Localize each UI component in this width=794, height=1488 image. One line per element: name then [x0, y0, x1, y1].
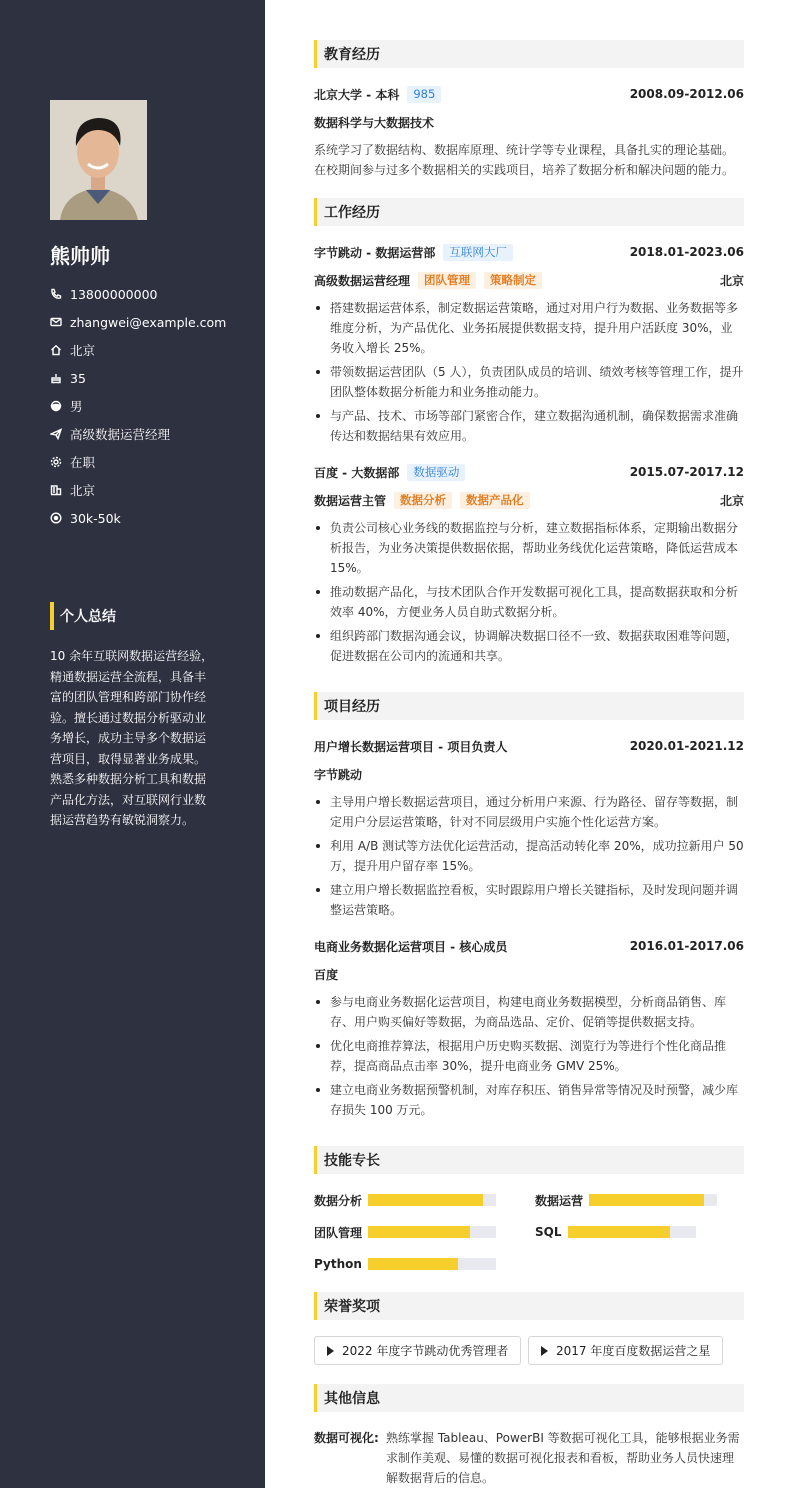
send-icon	[50, 428, 62, 440]
skill-item	[535, 1190, 717, 1210]
home-icon	[50, 344, 62, 356]
work-company-tag: 数据驱动	[407, 464, 465, 481]
info-age	[50, 364, 226, 392]
work-section-title: 工作经历	[314, 198, 744, 226]
skill-bar	[368, 1258, 496, 1270]
skill-name: 数据分析	[314, 1193, 363, 1208]
work-bullets	[314, 518, 744, 670]
skill-bar-fill	[568, 1226, 670, 1238]
money-icon	[50, 512, 62, 524]
education-date: 2008.09-2012.06	[629, 87, 744, 101]
list-item: 利用 A/B 测试等方法优化运营活动，提高活动转化率 20%，成功拉新用户 50 万，提升用户留存率 15%。	[314, 836, 744, 876]
info-status	[50, 448, 226, 476]
skills-section-title: 技能专长	[314, 1146, 744, 1174]
skill-bar	[589, 1194, 717, 1206]
work-item-header	[314, 462, 744, 482]
skill-bar	[368, 1194, 496, 1206]
list-item: 推动数据产品化，与技术团队合作开发数据可视化工具，提高数据获取和分析效率 40%，方便业务人员自助式数据分析。	[314, 582, 744, 622]
skill-item	[314, 1222, 496, 1242]
sidebar	[0, 0, 265, 1488]
other-key: 数据可视化:	[314, 1431, 379, 1445]
work-role-tag: 数据产品化	[460, 492, 530, 509]
project-bullets	[314, 792, 744, 924]
info-work-city	[50, 476, 226, 504]
skill-item	[314, 1190, 496, 1210]
project-company-row	[314, 764, 744, 784]
info-position	[50, 420, 226, 448]
summary-text: 10 余年互联网数据运营经验，精通数据运营全流程，具备丰富的团队管理和跨部门协作经验。擅长通过数据分析驱动业务增长，成功主导多个数据运营项目，取得显著业务成果。熟悉多种数据分析工具和数据产品化方法，对互联网行业数据运营趋势有敏锐洞察力。	[50, 649, 214, 827]
award-text: 2017 年度百度数据运营之星	[556, 1344, 711, 1358]
skill-bar	[368, 1226, 496, 1238]
project-header	[314, 936, 744, 956]
skill-bar	[568, 1226, 696, 1238]
skill-bar-fill	[368, 1226, 470, 1238]
work-date: 2018.01-2023.06	[629, 245, 744, 259]
info-salary	[50, 504, 226, 532]
list-item: 组织跨部门数据沟通会议，协调解决数据口径不一致、数据获取困难等问题，促进数据在公司内的流通和共享。	[314, 626, 744, 666]
mail-icon	[50, 316, 62, 328]
work-role-tag: 团队管理	[418, 272, 476, 289]
education-major: 数据科学与大数据技术	[314, 115, 435, 130]
info-email-text: zhangwei@example.com	[70, 314, 227, 330]
project-name: 电商业务数据化运营项目 - 核心成员	[314, 939, 508, 954]
info-location	[50, 336, 226, 364]
education-header	[314, 84, 744, 104]
projects-section-title: 项目经历	[314, 692, 744, 720]
project-header	[314, 736, 744, 756]
list-item: 带领数据运营团队（5 人），负责团队成员的培训、绩效考核等管理工作，提升团队整体数据分析能力和业务推动能力。	[314, 362, 744, 402]
award-text: 2022 年度字节跳动优秀管理者	[342, 1344, 509, 1358]
skill-name: Python	[314, 1257, 362, 1271]
play-icon	[327, 1346, 334, 1356]
skill-bar-fill	[589, 1194, 704, 1206]
work-role-tag: 数据分析	[394, 492, 452, 509]
list-item: 负责公司核心业务线的数据监控与分析，建立数据指标体系，定期输出数据分析报告，为业务决策提供数据依据，帮助业务线优化运营策略，降低运营成本 15%。	[314, 518, 744, 578]
work-item-header	[314, 242, 744, 262]
work-role-row	[314, 270, 744, 290]
work-role-tag: 策略制定	[484, 272, 542, 289]
phone-icon	[50, 288, 62, 300]
list-item: 建立用户增长数据监控看板，实时跟踪用户增长关键指标，及时发现问题并调整运营策略。	[314, 880, 744, 920]
work-role: 数据运营主管	[314, 493, 387, 508]
info-gender-text: 男	[70, 399, 83, 414]
work-city: 北京	[719, 493, 744, 508]
work-role-row	[314, 490, 744, 510]
info-phone-text: 13800000000	[70, 286, 158, 302]
project-company: 字节跳动	[314, 767, 363, 782]
skill-item	[535, 1222, 696, 1242]
skill-name: SQL	[535, 1225, 562, 1239]
list-item: 优化电商推荐算法，根据用户历史购买数据、浏览行为等进行个性化商品推荐，提高商品点击率 30%，提升电商业务 GMV 25%。	[314, 1036, 744, 1076]
education-school: 北京大学 - 本科	[314, 87, 400, 102]
list-item: 参与电商业务数据化运营项目，构建电商业务数据模型，分析商品销售、库存、用户购买偏好等数据，为商品选品、定价、促销等提供数据支持。	[314, 992, 744, 1032]
info-age-text: 35	[70, 370, 86, 386]
info-position-text: 高级数据运营经理	[70, 427, 171, 442]
awards-section-title: 荣誉奖项	[314, 1292, 744, 1320]
project-date: 2016.01-2017.06	[629, 939, 744, 953]
list-item: 与产品、技术、市场等部门紧密合作，建立数据沟通机制，确保数据需求准确传达和数据结果有效应用。	[314, 406, 744, 446]
contact-info-list	[50, 280, 226, 532]
gender-icon	[50, 400, 62, 412]
project-bullets	[314, 992, 744, 1124]
skill-item	[314, 1254, 496, 1274]
list-item: 主导用户增长数据运营项目，通过分析用户来源、行为路径、留存等数据，制定用户分层运营策略，针对不同层级用户实施个性化运营方案。	[314, 792, 744, 832]
education-section-title: 教育经历	[314, 40, 744, 68]
education-desc: 系统学习了数据结构、数据库原理、统计学等专业课程，具备扎实的理论基础。在校期间参与过多个数据相关的实践项目，培养了数据分析和解决问题的能力。	[314, 143, 735, 177]
info-status-text: 在职	[70, 455, 96, 470]
project-company: 百度	[314, 967, 339, 982]
info-location-text: 北京	[70, 343, 96, 358]
work-city: 北京	[719, 273, 744, 288]
work-company: 百度 - 大数据部	[314, 465, 400, 480]
cake-icon	[50, 372, 62, 384]
work-company: 字节跳动 - 数据运营部	[314, 245, 436, 260]
play-icon	[541, 1346, 548, 1356]
candidate-name: 熊帅帅	[50, 244, 110, 268]
profile-photo	[50, 100, 147, 220]
education-tag: 985	[407, 86, 441, 103]
award-badge	[528, 1336, 723, 1365]
info-phone	[50, 280, 226, 308]
project-name: 用户增长数据运营项目 - 项目负责人	[314, 739, 508, 754]
project-company-row	[314, 964, 744, 984]
other-section-title: 其他信息	[314, 1384, 744, 1412]
gear-icon	[50, 456, 62, 468]
info-gender	[50, 392, 226, 420]
skill-bar-fill	[368, 1258, 458, 1270]
building-icon	[50, 484, 62, 496]
work-role: 高级数据运营经理	[314, 273, 411, 288]
list-item: 建立电商业务数据预警机制，对库存积压、销售异常等情况及时预警，减少库存损失 100 万元。	[314, 1080, 744, 1120]
education-major-row	[314, 112, 744, 132]
info-email	[50, 308, 226, 336]
list-item: 搭建数据运营体系，制定数据运营策略，通过对用户行为数据、业务数据等多维度分析，为产品优化、业务拓展提供数据支持，提升用户活跃度 30%，业务收入增长 25%。	[314, 298, 744, 358]
award-badge	[314, 1336, 521, 1365]
skill-name: 数据运营	[535, 1193, 584, 1208]
work-company-tag: 互联网大厂	[443, 244, 513, 261]
skill-name: 团队管理	[314, 1225, 363, 1240]
work-date: 2015.07-2017.12	[629, 465, 744, 479]
skill-bar-fill	[368, 1194, 483, 1206]
work-bullets	[314, 298, 744, 450]
other-value: 熟练掌握 Tableau、PowerBI 等数据可视化工具，能够根据业务需求制作美观、易懂的数据可视化报表和看板，帮助业务人员快速理解数据背后的信息。	[386, 1431, 740, 1485]
info-work-city-text: 北京	[70, 483, 96, 498]
summary-title: 个人总结	[50, 602, 116, 630]
project-date: 2020.01-2021.12	[629, 739, 744, 753]
info-salary-text: 30k-50k	[70, 510, 121, 526]
